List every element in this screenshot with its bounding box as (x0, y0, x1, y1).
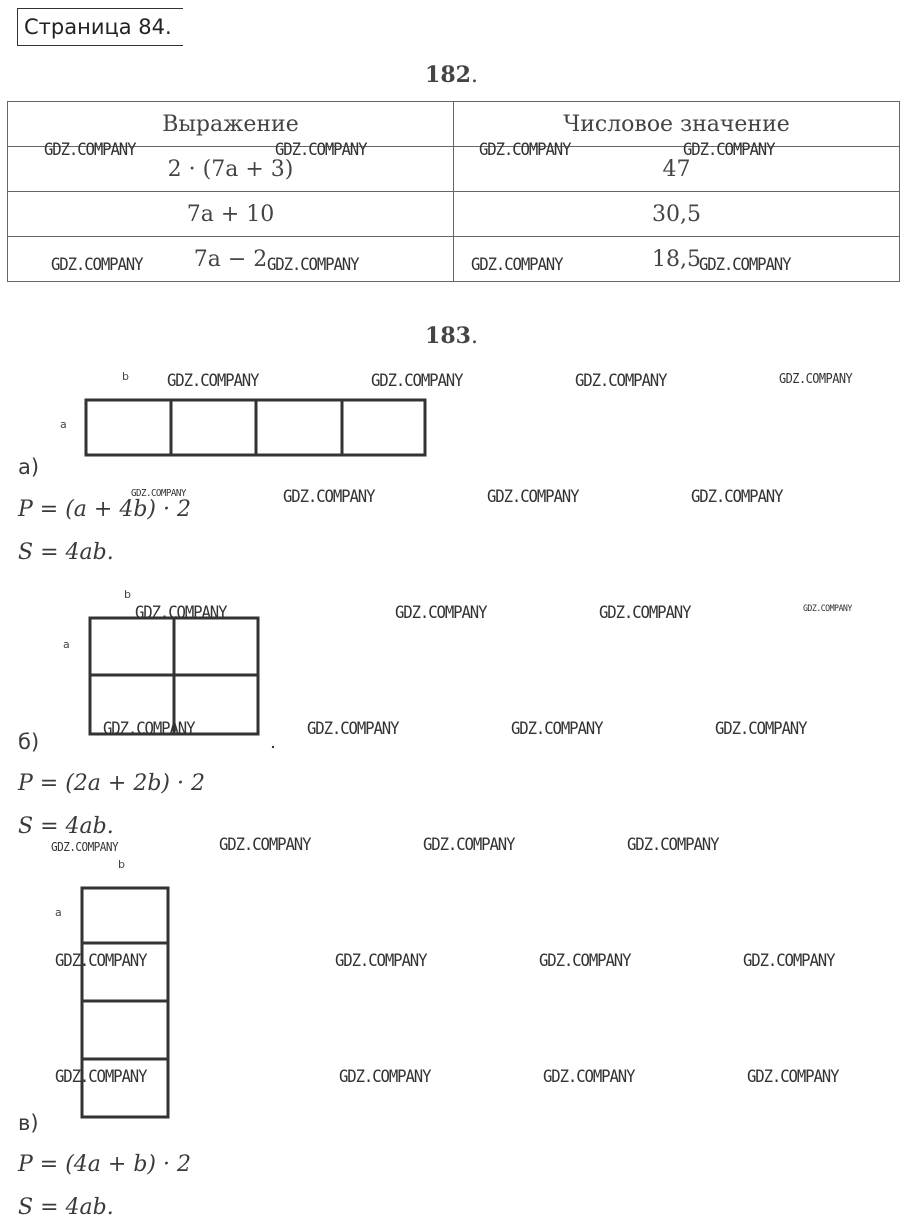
watermark: GDZ.COMPANY (691, 487, 783, 507)
expression-cell: 2 · (7a + 3) (8, 147, 454, 192)
task-182-number: 182. (425, 62, 478, 88)
side-label-b: b (118, 858, 125, 871)
watermark: GDZ.COMPANY (543, 1067, 635, 1087)
value-cell: 47 (454, 147, 900, 192)
watermark: GDZ.COMPANY (471, 255, 563, 275)
watermark: GDZ.COMPANY (275, 140, 367, 160)
watermark: GDZ.COMPANY (267, 255, 359, 275)
page-label: Страница 84. (17, 8, 183, 46)
watermark: GDZ.COMPANY (44, 140, 136, 160)
watermark: GDZ.COMPANY (575, 371, 667, 391)
watermark: GDZ.COMPANY (479, 140, 571, 160)
expression-cell: 7a − 2 (8, 237, 454, 282)
watermark: GDZ.COMPANY (167, 371, 259, 391)
task-183-number: 183. (425, 323, 478, 349)
expression-cell: 7a + 10 (8, 192, 454, 237)
watermark: GDZ.COMPANY (743, 951, 835, 971)
area-formula-a: S = 4ab. (18, 540, 114, 565)
part-a-marker: а) (18, 455, 40, 479)
watermark: GDZ.COMPANY (131, 488, 186, 499)
watermark: GDZ.COMPANY (135, 603, 227, 623)
perimeter-formula-c: P = (4a + b) · 2 (18, 1152, 191, 1177)
value-cell: 30,5 (454, 192, 900, 237)
watermark: GDZ.COMPANY (103, 719, 195, 739)
watermark: GDZ.COMPANY (715, 719, 807, 739)
watermark: GDZ.COMPANY (511, 719, 603, 739)
watermark: GDZ.COMPANY (335, 951, 427, 971)
perimeter-formula-a: P = (a + 4b) · 2 (18, 497, 191, 522)
watermark: GDZ.COMPANY (51, 255, 143, 275)
watermark: GDZ.COMPANY (219, 835, 311, 855)
watermark: GDZ.COMPANY (395, 603, 487, 623)
watermark: GDZ.COMPANY (307, 719, 399, 739)
watermark: GDZ.COMPANY (339, 1067, 431, 1087)
watermark: GDZ.COMPANY (627, 835, 719, 855)
watermark: GDZ.COMPANY (599, 603, 691, 623)
watermark: GDZ.COMPANY (423, 835, 515, 855)
watermark: GDZ.COMPANY (51, 840, 119, 854)
watermark: GDZ.COMPANY (747, 1067, 839, 1087)
perimeter-formula-b: P = (2a + 2b) · 2 (18, 771, 205, 796)
area-formula-b: S = 4ab. (18, 814, 114, 839)
side-label-a: a (63, 638, 70, 651)
header-value: Числовое значение (454, 102, 900, 147)
side-label-a: a (55, 906, 62, 919)
side-label-b: b (124, 588, 131, 601)
side-label-b: b (122, 370, 129, 383)
value-cell: 18,5 (454, 237, 900, 282)
area-formula-c: S = 4ab. (18, 1195, 114, 1220)
watermark: GDZ.COMPANY (487, 487, 579, 507)
watermark: GDZ.COMPANY (803, 604, 852, 614)
watermark: GDZ.COMPANY (699, 255, 791, 275)
watermark: GDZ.COMPANY (55, 1067, 147, 1087)
side-label-a: a (60, 418, 67, 431)
header-expression: Выражение (8, 102, 454, 147)
watermark: GDZ.COMPANY (779, 372, 853, 387)
watermark: GDZ.COMPANY (55, 951, 147, 971)
part-c-marker: в) (18, 1111, 39, 1135)
watermark: GDZ.COMPANY (539, 951, 631, 971)
watermark: GDZ.COMPANY (683, 140, 775, 160)
watermark: GDZ.COMPANY (283, 487, 375, 507)
watermark: GDZ.COMPANY (371, 371, 463, 391)
part-b-marker: б) (18, 730, 40, 754)
